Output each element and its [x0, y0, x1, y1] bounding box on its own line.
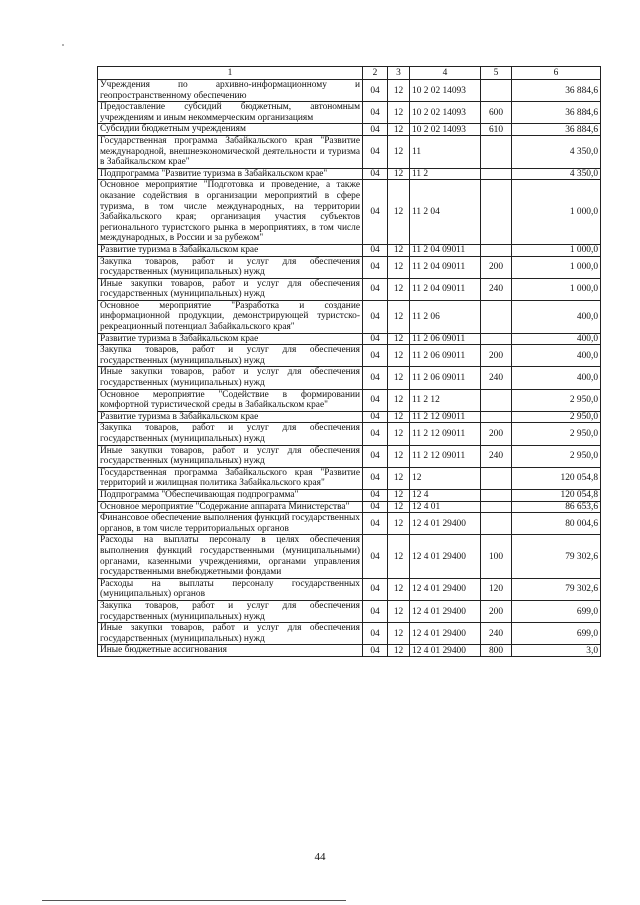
row-amount-cell: 36 884,6: [512, 80, 601, 102]
row-subsection-cell: 12: [388, 168, 410, 180]
row-subsection-cell: 12: [388, 180, 410, 245]
row-amount-cell: 2 950,0: [512, 445, 601, 467]
row-expense-type-cell: [481, 411, 512, 423]
row-target-article-cell: 12 4 01 29400: [410, 578, 481, 600]
row-amount-cell: 400,0: [512, 345, 601, 367]
row-target-article-cell: 10 2 02 14093: [410, 80, 481, 102]
row-name-cell: Основное мероприятие "Содействие в формировании комфортной туристической среды в Забайкальском крае": [98, 389, 363, 411]
table-row: [98, 513, 601, 535]
row-expense-type-cell: 200: [481, 345, 512, 367]
row-amount-cell: 1 000,0: [512, 180, 601, 245]
row-amount-cell: 2 950,0: [512, 411, 601, 423]
row-target-article-cell: 12: [410, 467, 481, 489]
row-name-cell: Иные закупки товаров, работ и услуг для обеспечения государственных (муниципальных) нужд: [98, 278, 363, 300]
row-expense-type-cell: 200: [481, 600, 512, 622]
row-section-cell: 04: [363, 244, 388, 256]
row-name-cell: Иные закупки товаров, работ и услуг для обеспечения государственных (муниципальных) нужд: [98, 445, 363, 467]
row-subsection-cell: 12: [388, 467, 410, 489]
row-expense-type-cell: 600: [481, 102, 512, 124]
row-subsection-cell: 12: [388, 333, 410, 345]
row-section-cell: 04: [363, 600, 388, 622]
row-section-cell: 04: [363, 256, 388, 278]
column-header: 3: [388, 67, 410, 80]
row-section-cell: 04: [363, 389, 388, 411]
row-amount-cell: 1 000,0: [512, 256, 601, 278]
row-subsection-cell: 12: [388, 345, 410, 367]
row-expense-type-cell: 100: [481, 535, 512, 578]
row-name-cell: Основное мероприятие "Разработка и создание информационной продукции, демонстрирующей туристско-рекреационный потенциал Забайкальского края": [98, 300, 363, 333]
column-header: 4: [410, 67, 481, 80]
table-row: [98, 578, 601, 600]
row-subsection-cell: 12: [388, 124, 410, 136]
row-expense-type-cell: 240: [481, 445, 512, 467]
row-target-article-cell: 12 4 01 29400: [410, 513, 481, 535]
row-target-article-cell: 12 4 01 29400: [410, 645, 481, 657]
row-amount-cell: 120 054,8: [512, 489, 601, 501]
row-name-cell: Расходы на выплаты персоналу государственных (муниципальных) органов: [98, 578, 363, 600]
row-target-article-cell: 12 4 01 29400: [410, 600, 481, 622]
row-amount-cell: 1 000,0: [512, 278, 601, 300]
table-row: [98, 300, 601, 333]
row-amount-cell: 4 350,0: [512, 135, 601, 168]
row-name-cell: Расходы на выплаты персоналу в целях обеспечения выполнения функций государственными (муниципальными) органами, казенными учреждениями, органами управления государственными внебюджетными фондами: [98, 535, 363, 578]
row-subsection-cell: 12: [388, 300, 410, 333]
row-amount-cell: 699,0: [512, 623, 601, 645]
table-row: [98, 645, 601, 657]
table-row: [98, 423, 601, 445]
row-amount-cell: 400,0: [512, 300, 601, 333]
row-section-cell: 04: [363, 423, 388, 445]
row-amount-cell: 86 653,6: [512, 501, 601, 513]
column-header: 6: [512, 67, 601, 80]
row-subsection-cell: 12: [388, 102, 410, 124]
row-section-cell: 04: [363, 300, 388, 333]
row-name-cell: Подпрограмма "Обеспечивающая подпрограмма": [98, 489, 363, 501]
table-row: [98, 102, 601, 124]
scan-speck: [62, 44, 64, 46]
row-expense-type-cell: [481, 244, 512, 256]
row-expense-type-cell: 240: [481, 278, 512, 300]
table-row: [98, 411, 601, 423]
row-expense-type-cell: 800: [481, 645, 512, 657]
column-header: 1: [98, 67, 363, 80]
table-body: [98, 80, 601, 657]
row-section-cell: 04: [363, 345, 388, 367]
table-row: [98, 445, 601, 467]
row-section-cell: 04: [363, 467, 388, 489]
row-subsection-cell: 12: [388, 645, 410, 657]
table-row: [98, 345, 601, 367]
row-name-cell: Закупка товаров, работ и услуг для обеспечения государственных (муниципальных) нужд: [98, 423, 363, 445]
row-subsection-cell: 12: [388, 244, 410, 256]
table-header-row: [98, 67, 601, 80]
row-amount-cell: 4 350,0: [512, 168, 601, 180]
table-row: [98, 467, 601, 489]
row-name-cell: Иные закупки товаров, работ и услуг для обеспечения государственных (муниципальных) нужд: [98, 367, 363, 389]
row-amount-cell: 80 004,6: [512, 513, 601, 535]
row-subsection-cell: 12: [388, 389, 410, 411]
row-amount-cell: 699,0: [512, 600, 601, 622]
table-row: [98, 600, 601, 622]
row-amount-cell: 36 884,6: [512, 124, 601, 136]
row-section-cell: 04: [363, 578, 388, 600]
row-section-cell: 04: [363, 411, 388, 423]
row-target-article-cell: 11 2 04 09011: [410, 278, 481, 300]
row-target-article-cell: 11 2 06 09011: [410, 367, 481, 389]
row-amount-cell: 2 950,0: [512, 389, 601, 411]
row-name-cell: Субсидии бюджетным учреждениям: [98, 124, 363, 136]
budget-table: [97, 66, 601, 657]
row-subsection-cell: 12: [388, 135, 410, 168]
row-expense-type-cell: 610: [481, 124, 512, 136]
row-expense-type-cell: [481, 389, 512, 411]
row-section-cell: 04: [363, 168, 388, 180]
table-row: [98, 256, 601, 278]
row-name-cell: Основное мероприятие "Подготовка и проведение, а также оказание содействия в организации мероприятий в сфере туризма, в том числе международных, на территории Забайкальского края; организация участия субъектов регионального туристского рынка в мероприятиях, в том числе международных, в России и за рубежом": [98, 180, 363, 245]
row-section-cell: 04: [363, 623, 388, 645]
row-subsection-cell: 12: [388, 489, 410, 501]
row-subsection-cell: 12: [388, 423, 410, 445]
row-section-cell: 04: [363, 445, 388, 467]
table-row: [98, 80, 601, 102]
row-section-cell: 04: [363, 135, 388, 168]
row-section-cell: 04: [363, 513, 388, 535]
row-subsection-cell: 12: [388, 513, 410, 535]
row-name-cell: Развитие туризма в Забайкальском крае: [98, 333, 363, 345]
table-row: [98, 180, 601, 245]
row-expense-type-cell: [481, 489, 512, 501]
table-row: [98, 135, 601, 168]
row-section-cell: 04: [363, 333, 388, 345]
row-section-cell: 04: [363, 80, 388, 102]
row-expense-type-cell: 200: [481, 423, 512, 445]
table-row: [98, 333, 601, 345]
row-expense-type-cell: [481, 180, 512, 245]
table-row: [98, 535, 601, 578]
table-row: [98, 278, 601, 300]
row-target-article-cell: 12 4: [410, 489, 481, 501]
row-amount-cell: 36 884,6: [512, 102, 601, 124]
row-name-cell: Развитие туризма в Забайкальском крае: [98, 411, 363, 423]
row-amount-cell: 120 054,8: [512, 467, 601, 489]
row-name-cell: Предоставление субсидий бюджетным, автономным учреждениям и иным некоммерческим организациям: [98, 102, 363, 124]
row-section-cell: 04: [363, 645, 388, 657]
row-section-cell: 04: [363, 124, 388, 136]
row-target-article-cell: 11 2 12 09011: [410, 445, 481, 467]
row-expense-type-cell: [481, 168, 512, 180]
row-name-cell: Государственная программа Забайкальского края "Развитие международной, внешнеэкономической деятельности и туризма в Забайкальском крае": [98, 135, 363, 168]
row-amount-cell: 79 302,6: [512, 578, 601, 600]
row-target-article-cell: 11: [410, 135, 481, 168]
row-target-article-cell: 11 2 12 09011: [410, 411, 481, 423]
row-subsection-cell: 12: [388, 445, 410, 467]
row-section-cell: 04: [363, 489, 388, 501]
row-target-article-cell: 12 4 01: [410, 501, 481, 513]
row-expense-type-cell: [481, 467, 512, 489]
row-name-cell: Иные закупки товаров, работ и услуг для обеспечения государственных (муниципальных) нужд: [98, 623, 363, 645]
footer-rule: [42, 900, 346, 901]
row-expense-type-cell: [481, 333, 512, 345]
row-name-cell: Иные бюджетные ассигнования: [98, 645, 363, 657]
row-subsection-cell: 12: [388, 411, 410, 423]
row-subsection-cell: 12: [388, 600, 410, 622]
row-expense-type-cell: [481, 513, 512, 535]
row-expense-type-cell: 240: [481, 623, 512, 645]
row-expense-type-cell: [481, 300, 512, 333]
row-name-cell: Государственная программа Забайкальского края "Развитие территорий и жилищная политика Забайкальского края": [98, 467, 363, 489]
table-row: [98, 124, 601, 136]
row-section-cell: 04: [363, 278, 388, 300]
row-name-cell: Учреждения по архивно-информационному и геопространственному обеспечению: [98, 80, 363, 102]
row-amount-cell: 400,0: [512, 333, 601, 345]
table-row: [98, 501, 601, 513]
row-section-cell: 04: [363, 102, 388, 124]
row-expense-type-cell: [481, 80, 512, 102]
row-subsection-cell: 12: [388, 278, 410, 300]
page-number: 44: [314, 851, 326, 863]
row-amount-cell: 3,0: [512, 645, 601, 657]
row-target-article-cell: 11 2 12 09011: [410, 423, 481, 445]
row-target-article-cell: 11 2 06 09011: [410, 345, 481, 367]
row-subsection-cell: 12: [388, 256, 410, 278]
row-target-article-cell: 10 2 02 14093: [410, 124, 481, 136]
row-section-cell: 04: [363, 180, 388, 245]
row-section-cell: 04: [363, 535, 388, 578]
row-subsection-cell: 12: [388, 80, 410, 102]
table-row: [98, 244, 601, 256]
row-name-cell: Развитие туризма в Забайкальском крае: [98, 244, 363, 256]
row-target-article-cell: 11 2 12: [410, 389, 481, 411]
row-amount-cell: 2 950,0: [512, 423, 601, 445]
row-name-cell: Подпрограмма "Развитие туризма в Забайкальском крае": [98, 168, 363, 180]
row-section-cell: 04: [363, 501, 388, 513]
column-header: 2: [363, 67, 388, 80]
row-target-article-cell: 11 2: [410, 168, 481, 180]
row-amount-cell: 79 302,6: [512, 535, 601, 578]
row-name-cell: Закупка товаров, работ и услуг для обеспечения государственных (муниципальных) нужд: [98, 256, 363, 278]
row-expense-type-cell: 240: [481, 367, 512, 389]
row-target-article-cell: 12 4 01 29400: [410, 535, 481, 578]
row-name-cell: Закупка товаров, работ и услуг для обеспечения государственных (муниципальных) нужд: [98, 345, 363, 367]
row-expense-type-cell: 120: [481, 578, 512, 600]
row-subsection-cell: 12: [388, 501, 410, 513]
row-subsection-cell: 12: [388, 367, 410, 389]
table-row: [98, 389, 601, 411]
table-row: [98, 489, 601, 501]
row-expense-type-cell: [481, 135, 512, 168]
row-target-article-cell: 11 2 04: [410, 180, 481, 245]
row-target-article-cell: 10 2 02 14093: [410, 102, 481, 124]
row-target-article-cell: 11 2 04 09011: [410, 244, 481, 256]
column-header: 5: [481, 67, 512, 80]
table-row: [98, 367, 601, 389]
row-expense-type-cell: [481, 501, 512, 513]
table-row: [98, 623, 601, 645]
row-amount-cell: 400,0: [512, 367, 601, 389]
row-amount-cell: 1 000,0: [512, 244, 601, 256]
row-target-article-cell: 11 2 04 09011: [410, 256, 481, 278]
row-subsection-cell: 12: [388, 578, 410, 600]
row-name-cell: Финансовое обеспечение выполнения функций государственных органов, в том числе территориальных органов: [98, 513, 363, 535]
row-name-cell: Основное мероприятие "Содержание аппарата Министерства": [98, 501, 363, 513]
row-target-article-cell: 12 4 01 29400: [410, 623, 481, 645]
row-target-article-cell: 11 2 06: [410, 300, 481, 333]
row-target-article-cell: 11 2 06 09011: [410, 333, 481, 345]
row-name-cell: Закупка товаров, работ и услуг для обеспечения государственных (муниципальных) нужд: [98, 600, 363, 622]
table-row: [98, 168, 601, 180]
row-section-cell: 04: [363, 367, 388, 389]
row-subsection-cell: 12: [388, 535, 410, 578]
row-expense-type-cell: 200: [481, 256, 512, 278]
row-subsection-cell: 12: [388, 623, 410, 645]
